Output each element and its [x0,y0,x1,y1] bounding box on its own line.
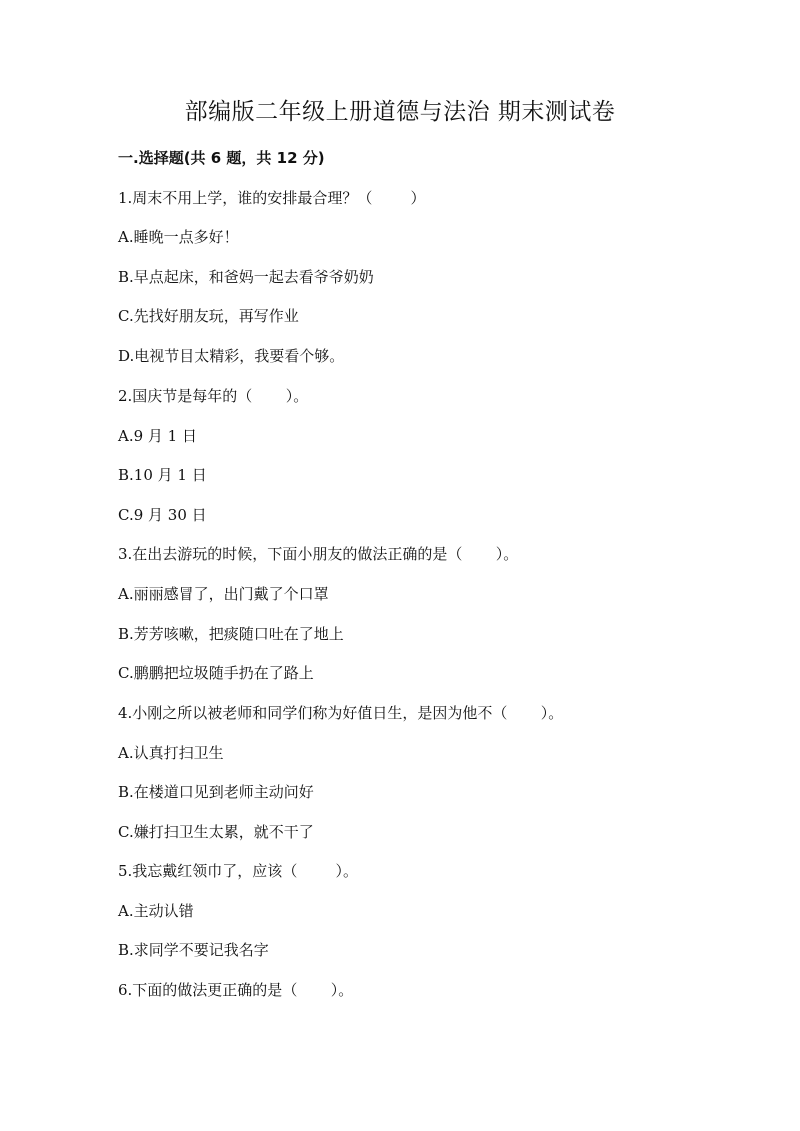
question-6: 6.下面的做法更正确的是（ ）。 [118,981,354,999]
q4-option-a: A.认真打扫卫生 [118,744,224,762]
question-3: 3.在出去游玩的时候，下面小朋友的做法正确的是（ ）。 [118,545,519,563]
question-5: 5.我忘戴红领巾了，应该（ ）。 [118,862,358,880]
q1-option-d: D.电视节目太精彩，我要看个够。 [118,347,345,365]
question-1: 1.周末不用上学，谁的安排最合理？（ ） [118,189,426,207]
question-4: 4.小刚之所以被老师和同学们称为好值日生，是因为他不（ ）。 [118,704,564,722]
q1-option-c: C.先找好朋友玩，再写作业 [118,307,299,325]
q2-option-c: C.9 月 30 日 [118,506,207,524]
exam-title: 部编版二年级上册道德与法治 期末测试卷 [184,99,616,125]
q3-option-a: A.丽丽感冒了，出门戴了个口罩 [118,585,329,603]
q3-option-c: C.鹏鹏把垃圾随手扔在了路上 [118,664,314,682]
q5-option-b: B.求同学不要记我名字 [118,941,269,959]
question-2: 2.国庆节是每年的（ ）。 [118,387,309,405]
q4-option-c: C.嫌打扫卫生太累，就不干了 [118,823,314,841]
q5-option-a: A.主动认错 [118,902,194,920]
q1-option-b: B.早点起床，和爸妈一起去看爷爷奶奶 [118,268,374,286]
q1-option-a: A.睡晚一点多好！ [118,228,239,246]
q4-option-b: B.在楼道口见到老师主动问好 [118,783,314,801]
q2-option-b: B.10 月 1 日 [118,466,207,484]
q2-option-a: A.9 月 1 日 [118,427,197,445]
q3-option-b: B.芳芳咳嗽，把痰随口吐在了地上 [118,625,344,643]
section-heading: 一.选择题(共 6 题，共 12 分) [118,149,325,167]
